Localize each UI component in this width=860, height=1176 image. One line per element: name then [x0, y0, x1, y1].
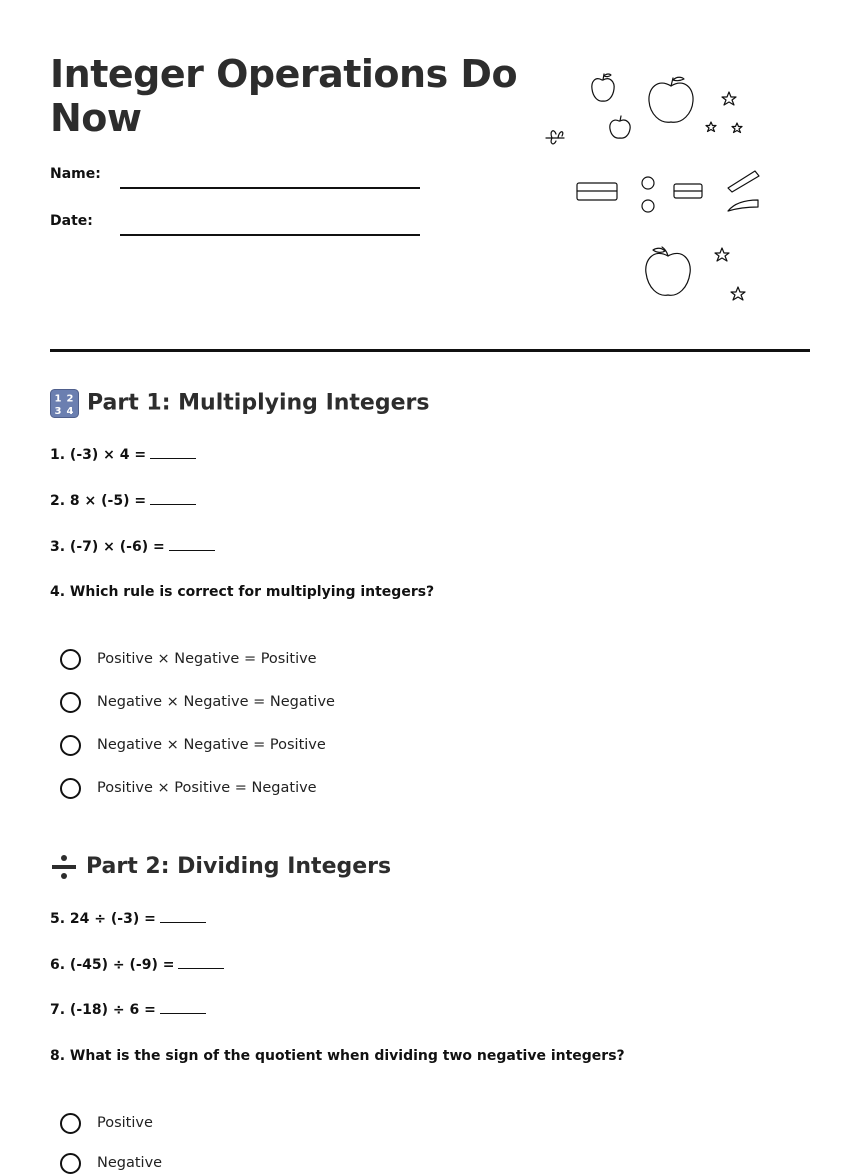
question-7: [50, 1001, 206, 1019]
q4-option-3-label: Negative × Negative = Positive: [97, 737, 326, 753]
keycap-digit-1: 1: [54, 393, 62, 405]
q8-option-1[interactable]: [60, 1110, 153, 1136]
date-field[interactable]: [120, 234, 420, 236]
date-label: Date:: [50, 213, 93, 229]
part1-title: Part 1: Multiplying Integers: [87, 390, 430, 416]
question-2: [50, 492, 196, 510]
answer-blank-2[interactable]: [150, 492, 196, 505]
question-5: [50, 910, 206, 928]
keycap-digit-3: 3: [54, 406, 62, 417]
question-6: [50, 956, 224, 974]
section-divider: [50, 349, 810, 352]
question-1: [50, 446, 196, 464]
q8-option-1-label: Positive: [97, 1115, 153, 1131]
q4-option-4[interactable]: [60, 775, 317, 801]
divide-icon: [50, 853, 78, 881]
radio-button[interactable]: [60, 778, 81, 799]
answer-blank-7[interactable]: [160, 1001, 206, 1014]
radio-button[interactable]: [60, 735, 81, 756]
q4-option-3[interactable]: [60, 732, 326, 758]
question-4: 4. Which rule is correct for multiplying integers?: [50, 584, 435, 600]
question-8: 8. What is the sign of the quotient when dividing two negative integers?: [50, 1048, 625, 1064]
question-2-text: 2. 8 × (-5) =: [50, 493, 147, 509]
part2-heading: [50, 853, 391, 881]
q4-option-2[interactable]: [60, 689, 335, 715]
question-3-text: 3. (-7) × (-6) =: [50, 539, 165, 555]
question-1-text: 1. (-3) × 4 =: [50, 447, 147, 463]
q4-option-4-label: Positive × Positive = Negative: [97, 780, 317, 796]
question-7-text: 7. (-18) ÷ 6 =: [50, 1002, 156, 1018]
answer-blank-6[interactable]: [178, 956, 224, 969]
name-label: Name:: [50, 166, 101, 182]
school-doodles-icon: [540, 68, 770, 308]
q4-option-2-label: Negative × Negative = Negative: [97, 694, 335, 710]
q4-option-1-label: Positive × Negative = Positive: [97, 651, 317, 667]
part2-title: Part 2: Dividing Integers: [86, 854, 392, 879]
radio-button[interactable]: [60, 692, 81, 713]
q8-option-2-label: Negative: [97, 1155, 163, 1171]
radio-button[interactable]: [60, 649, 81, 670]
q4-option-1[interactable]: [60, 646, 317, 672]
page-title: Integer Operations Do Now: [50, 52, 518, 140]
name-field[interactable]: [120, 187, 420, 189]
keycap-digit-4: 4: [66, 406, 74, 417]
answer-blank-3[interactable]: [169, 538, 215, 551]
question-3: [50, 538, 215, 556]
answer-blank-1[interactable]: [150, 446, 196, 459]
answer-blank-5[interactable]: [160, 910, 206, 923]
part1-heading: [50, 389, 429, 418]
q8-option-2[interactable]: [60, 1150, 162, 1176]
radio-button[interactable]: [60, 1113, 81, 1134]
numbers-keycap-icon: [50, 389, 79, 418]
keycap-digit-2: 2: [66, 393, 74, 405]
question-5-text: 5. 24 ÷ (-3) =: [50, 911, 156, 927]
question-6-text: 6. (-45) ÷ (-9) =: [50, 957, 175, 973]
radio-button[interactable]: [60, 1153, 81, 1174]
